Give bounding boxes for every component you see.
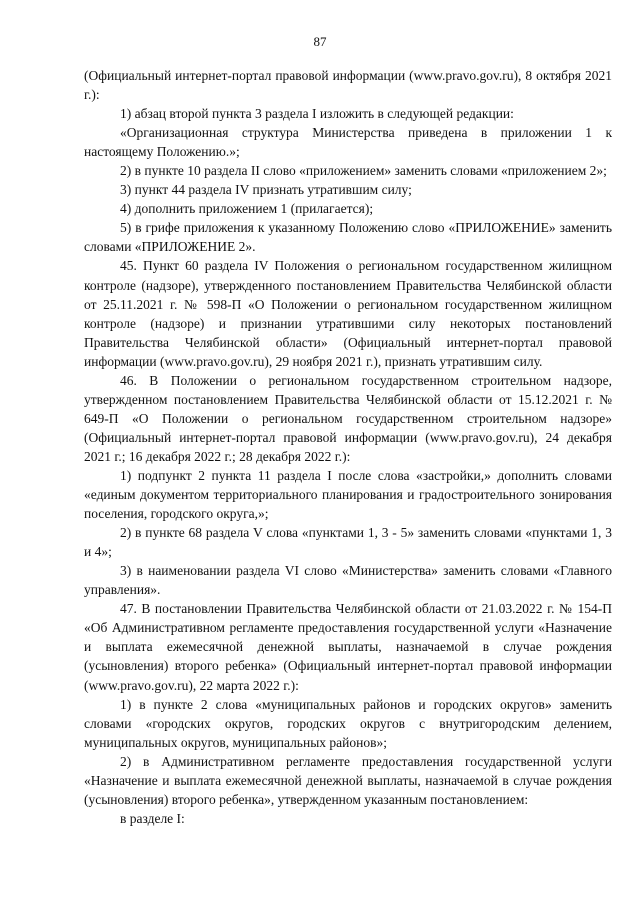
paragraph: в разделе I: [120,810,185,826]
paragraph: 47. В постановлении Правительства Челябинской области от 21.03.2022 г. № 154-П «Об Административном регламенте предоставления государственной услуги «Назначение и выплата ежемесячной денежной выплаты, назначаемой в случае рождения (усыновления) второго ребенка» (Официальный интернет-портал правовой информации (www.pravo.gov.ru), 22 марта 2022 г.): [84,601,612,693]
paragraph: 2) в Административном регламенте предоставления государственной услуги «Назначение и выплата ежемесячной денежной выплаты, назначаемой в случае рождения (усыновления) второго ребенка», утвержденном указанным постановлением: [84,753,612,807]
paragraph: 5) в грифе приложения к указанному Положению слово «ПРИЛОЖЕНИЕ» заменить словами «ПРИЛОЖЕНИЕ 2». [84,220,612,255]
paragraph: 45. Пункт 60 раздела IV Положения о региональном государственном жилищном контроле (надзоре), утвержденного постановлением Правительства Челябинской области от 25.11.2021 г. № 598-П «О Положении о региональном государственном жилищном контроле (надзоре) и признании утратившими силу некоторых постановлений Правительства Челябинской области» (Официальный интернет-портал правовой информации (www.pravo.gov.ru), 29 ноября 2021 г.), признать утратившим силу. [84,258,612,369]
paragraph: 3) в наименовании раздела VI слово «Министерства» заменить словами «Главного управления». [84,563,612,598]
paragraph: 1) абзац второй пункта 3 раздела I изложить в следующей редакции: [120,106,514,122]
paragraph: 46. В Положении о региональном государственном строительном надзоре, утвержденном постановлением Правительства Челябинской области от 15.12.2021 г. № 649-П «О Положении о региональном государственном строительном надзоре» (Официальный интернет-портал правовой информации (www.pravo.gov.ru), 24 декабря 2021 г.; 16 декабря 2022 г.; 28 декабря 2022 г.): [84,372,612,464]
paragraph: 1) подпункт 2 пункта 11 раздела I после слова «застройки,» дополнить словами «единым документом территориального планирования и градостроительного зонирования поселения, городского округа,»; [84,467,612,522]
paragraph: 2) в пункте 68 раздела V слова «пунктами 1, 3 - 5» заменить словами «пунктами 1, 3 и 4»; [84,525,612,560]
paragraph: (Официальный интернет-портал правовой информации (www.pravo.gov.ru), 8 октября 2021 г.): [84,68,612,103]
paragraph: 3) пункт 44 раздела IV признать утратившим силу; [120,182,412,198]
document-body [84,66,612,828]
paragraph: 1) в пункте 2 слова «муниципальных районов и городских округов» заменить словами «городских округов, городских округов с внутригородским делением, муниципальных округов, муниципальных районов»; [84,696,612,750]
paragraph: 4) дополнить приложением 1 (прилагается); [120,201,374,217]
paragraph: «Организационная структура Министерства приведена в приложении 1 к настоящему Положению.»; [84,125,612,160]
page-number: 87 [313,34,327,49]
paragraph: 2) в пункте 10 раздела II слово «приложением» заменить словами «приложением 2»; [120,163,607,179]
